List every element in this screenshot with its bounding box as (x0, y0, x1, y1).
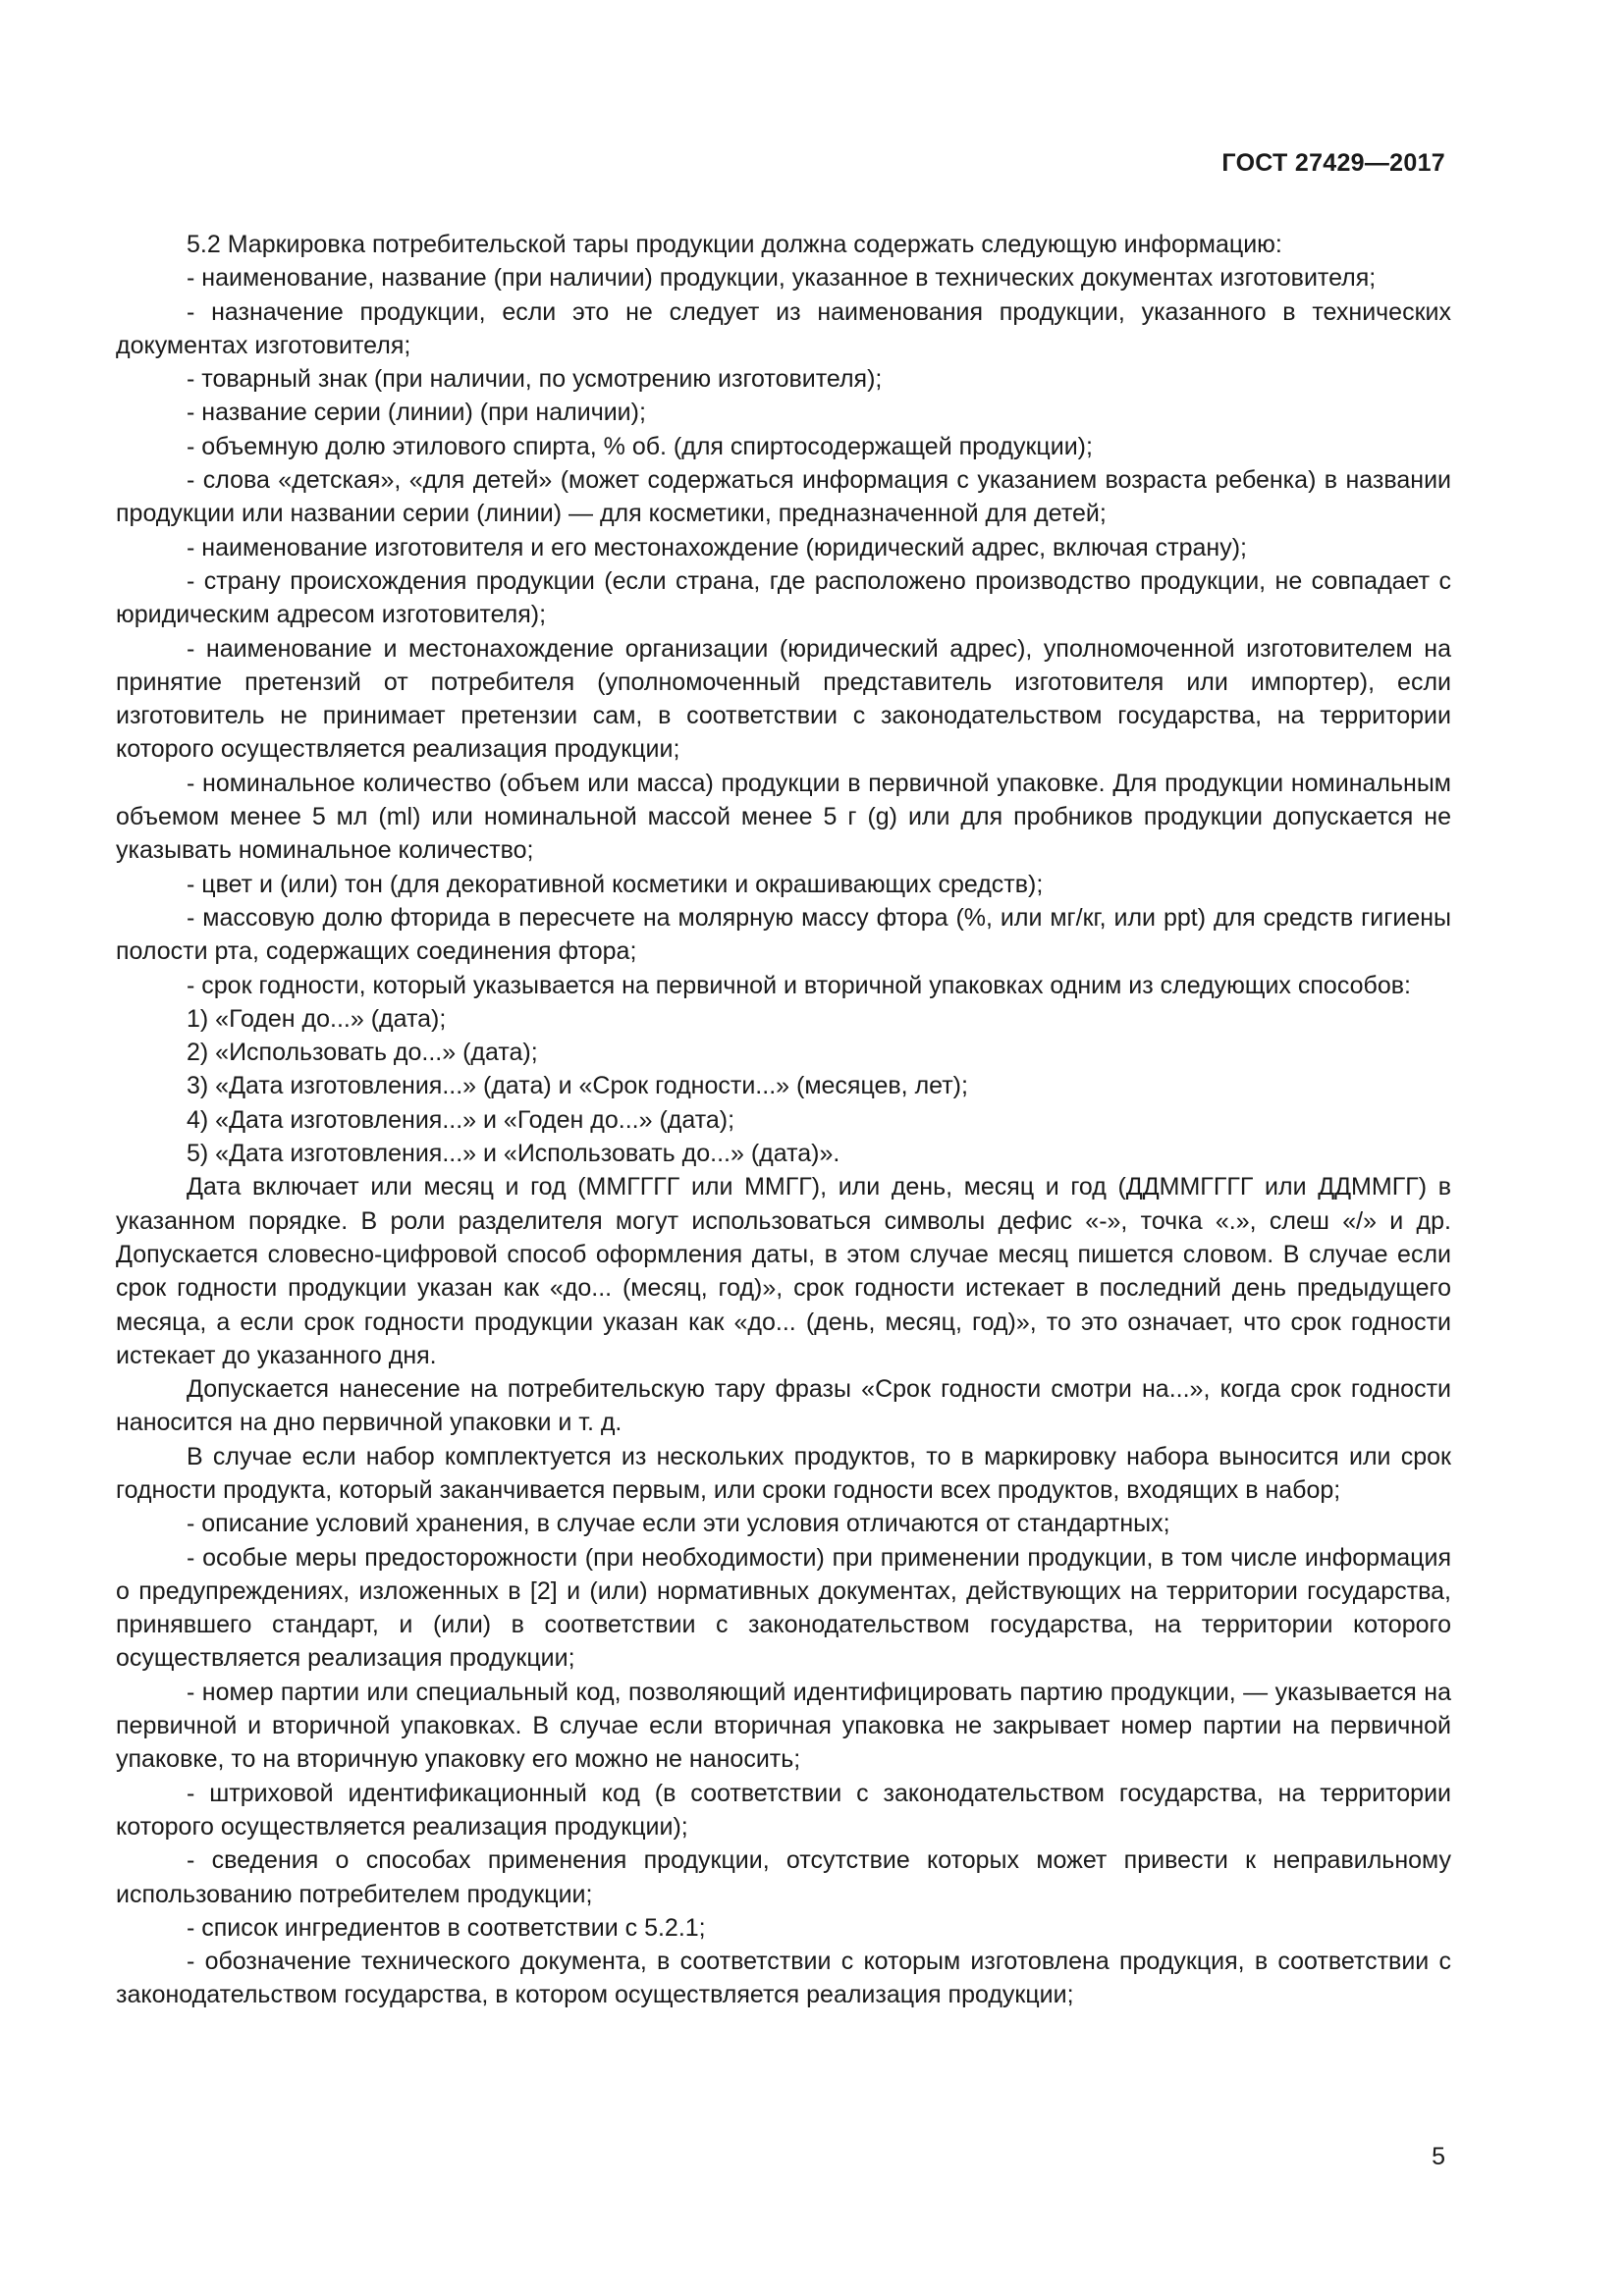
paragraph: Допускается нанесение на потребительскую тару фразы «Срок годности смотри на...», когда срок годности наносится на дно первичной упаковки и т. д. (116, 1375, 1451, 1437)
list-item: - назначение продукции, если это не следует из наименования продукции, указанного в технических документах изготовителя; (116, 297, 1451, 359)
list-item: - слова «детская», «для детей» (может содержаться информация с указанием возраста ребенка) в названии продукции или названии серии (линии) — для косметики, предназначенной для детей; (116, 466, 1451, 528)
page-header-standard: ГОСТ 27429—2017 (1221, 149, 1445, 177)
paragraph: Дата включает или месяц и год (ММГГГГ или ММГГ), или день, месяц и год (ДДММГГГГ или ДДММГГ) в указанном порядке. В роли разделителя могут использоваться символы дефис «-», точка «.», слеш «/» и др. Допускается словесно-цифровой способ оформления даты, в этом случае месяц пишется словом. В случае если срок годности продукции указан как «до... (месяц, год)», срок годности истекает в последний день предыдущего месяца, а если срок годности продукции указан как «до... (день, месяц, год)», то это означает, что срок годности истекает до указанного дня. (116, 1173, 1451, 1369)
list-item: - объемную долю этилового спирта, % об. (для спиртосодержащей продукции); (187, 432, 1093, 460)
list-item: - страну происхождения продукции (если страна, где расположено производство продукции, не совпадает с юридическим адресом изготовителя); (116, 566, 1451, 629)
list-item: - наименование изготовителя и его местонахождение (юридический адрес, включая страну); (187, 533, 1248, 561)
list-item: - описание условий хранения, в случае если эти условия отличаются от стандартных; (187, 1510, 1170, 1538)
numbered-item: 5) «Дата изготовления...» и «Использовать до...» (дата)». (187, 1140, 840, 1168)
paragraph-5-2-intro: 5.2 Маркировка потребительской тары продукции должна содержать следующую информацию: (187, 231, 1282, 258)
list-item: - особые меры предосторожности (при необходимости) при применении продукции, в том числе информация о предупреждениях, изложенных в [2] и (или) нормативных документах, действующих на территории государства, принявшего стандарт, и (или) в соответствии с законодательством государства, на территории которого осуществляется реализация продукции; (116, 1543, 1451, 1673)
list-item: - наименование, название (при наличии) продукции, указанное в технических документах изготовителя; (187, 264, 1377, 293)
list-item: - список ингредиентов в соответствии с 5.2.1; (187, 1913, 706, 1942)
list-item: - товарный знак (при наличии, по усмотрению изготовителя); (187, 365, 883, 394)
list-item: - цвет и (или) тон (для декоративной косметики и окрашивающих средств); (187, 870, 1044, 898)
list-item: - номер партии или специальный код, позволяющий идентифицировать партию продукции, — указывается на первичной и вторичной упаковках. В случае если вторичная упаковка не закрывает номер партии на первичной упаковке, то на вторичную упаковку его можно не наносить; (116, 1678, 1451, 1774)
document-body (116, 228, 1451, 2012)
list-item: - срок годности, который указывается на первичной и вторичной упаковках одним из следующих способов: (187, 971, 1411, 999)
page-number: 5 (1432, 2143, 1445, 2170)
list-item: - наименование и местонахождение организации (юридический адрес), уполномоченной изготовителем на принятие претензий от потребителя (уполномоченный представитель изготовителя или импортер), если изготовитель не принимает претензии сам, в соответствии с законодательством государства, на территории которого осуществляется реализация продукции; (116, 634, 1451, 764)
list-item: - обозначение технического документа, в соответствии с которым изготовлена продукция, в соответствии с законодательством государства, в котором осуществляется реализация продукции; (116, 1948, 1451, 2009)
list-item: - сведения о способах применения продукции, отсутствие которых может привести к неправильному использованию потребителем продукции; (116, 1846, 1451, 1908)
list-item: - штриховой идентификационный код (в соответствии с законодательством государства, на территории которого осуществляется реализация продукции); (116, 1779, 1451, 1841)
list-item: - название серии (линии) (при наличии); (187, 399, 646, 427)
paragraph: В случае если набор комплектуется из нескольких продуктов, то в маркировку набора выносится или срок годности продукта, который заканчивается первым, или сроки годности всех продуктов, входящих в набор; (116, 1442, 1451, 1504)
list-item: - массовую долю фторида в пересчете на молярную массу фтора (%, или мг/кг, или ppt) для средств гигиены полости рта, содержащих соединения фтора; (116, 903, 1451, 966)
numbered-item: 2) «Использовать до...» (дата); (187, 1039, 538, 1067)
numbered-item: 1) «Годен до...» (дата); (187, 1004, 447, 1033)
numbered-item: 4) «Дата изготовления...» и «Годен до...» (дата); (187, 1105, 735, 1134)
numbered-item: 3) «Дата изготовления...» (дата) и «Срок годности...» (месяцев, лет); (187, 1072, 968, 1100)
list-item: - номинальное количество (объем или масса) продукции в первичной упаковке. Для продукции номинальным объемом менее 5 мл (ml) или номинальной массой менее 5 г (g) или для пробников продукции допускается не указывать номинальное количество; (116, 769, 1451, 865)
